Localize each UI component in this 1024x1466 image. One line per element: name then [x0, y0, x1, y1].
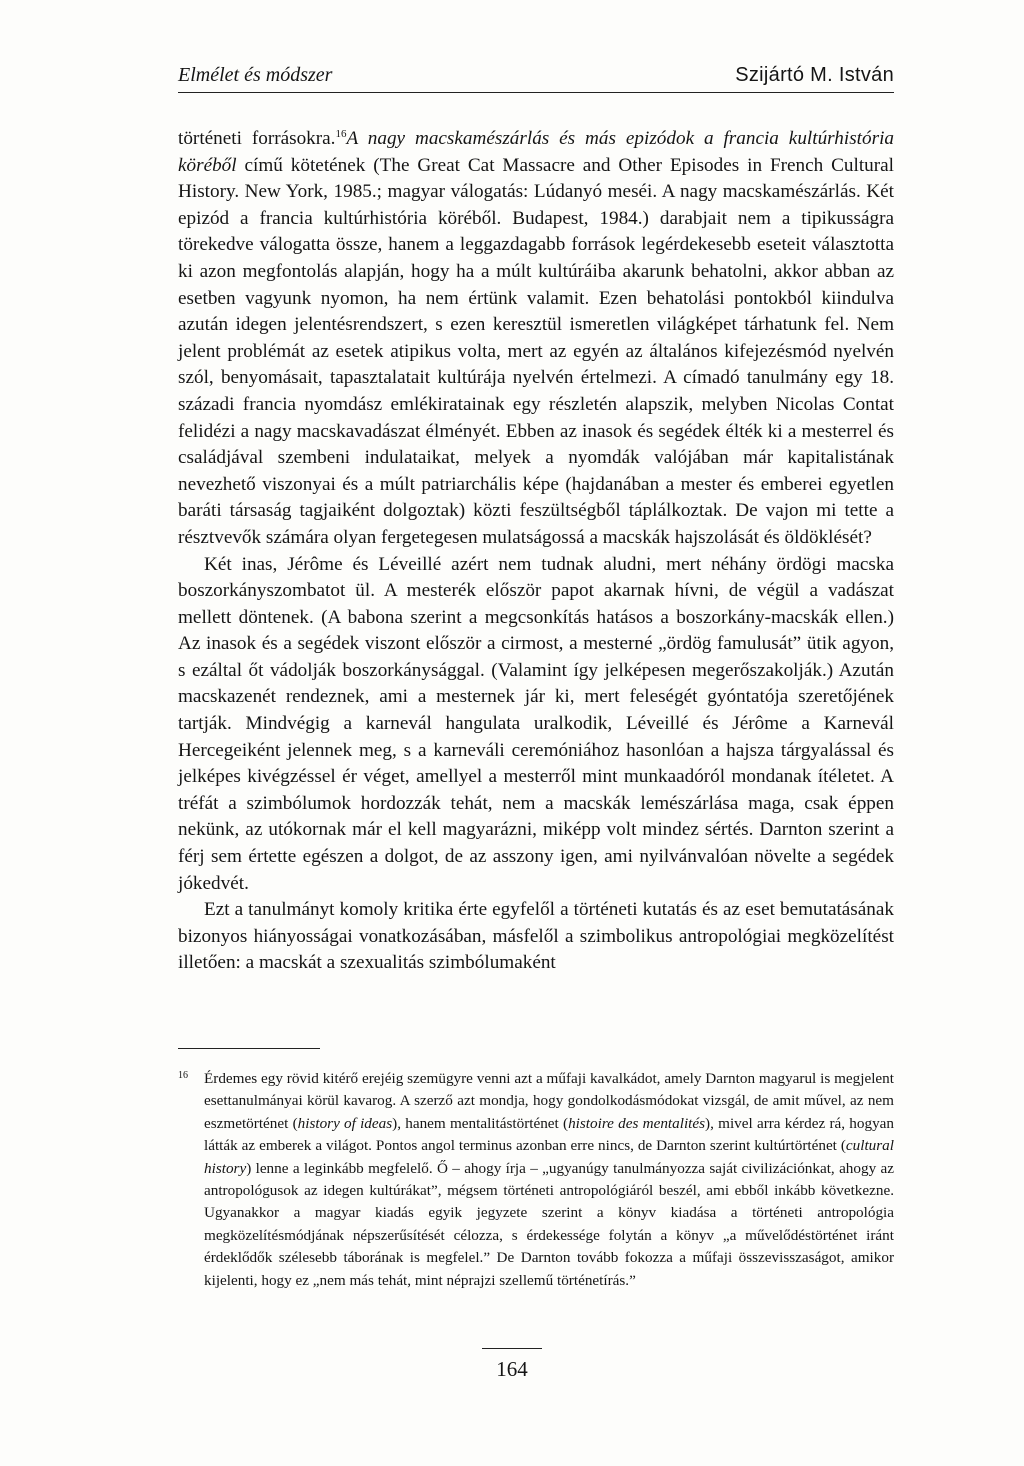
- footnote-text-part: ) lenne a leginkább megfelelő. Ő – ahogy írja – „ugyanúgy tanulmányozza saját civilizációnkat, ahogy az antropológusok az idegen kultúrákat”, mégsem történeti antropológiáról beszél, ami ebből inkább következne. Ugyanakkor a magyar kiadás egyik jegyzete szerint a könyv kiadása a történeti antropológia megközelítésmódjának népszerűsítését célozza, s érdekessége folytán a könyv „a művelődéstörténet iránt érdeklődők szélesebb táborának is megfelel.” De Darnton tovább fokozza a műfaji összevisszaságot, amikor kijelenti, hogy ez „nem más tehát, mint néprajzi szellemű történetírás.”: [204, 1159, 894, 1289]
- paragraph-1-start: történeti forrásokra.: [178, 128, 336, 149]
- paragraph-1: [178, 126, 894, 552]
- footnote-text-part: ), hanem mentalitástörténet (: [392, 1114, 569, 1132]
- paragraph-1-rest: című kötetének (The Great Cat Massacre and Other Episodes in French Cultural History. New York, 1985.; magyar válogatás: Lúdanyó meséi. A nagy macskamészárlás. Két epizód a francia kultúrhistória köréből. Budapest, 1984.) darabjait nem a tipikusságra törekedve válogatta össze, hanem a leggazdagabb források legérdekesebb eseteit választotta ki azon megfontolás alapján, hogy ha a múlt kultúráiba akarunk behatolni, akkor abban az esetben vagyunk nyomon, ha nem értünk valamit. Ezen behatolási pontokból kiindulva azután idegen jelentésrendszert, s ezen keresztül ismeretlen világképet tárhatunk fel. Nem jelent problémát az esetek atipikus volta, mert az egyén az általános kifejezésmód nyelvén szól, benyomásait, tapasztalatait kultúrája nyelvén értelmezi. A címadó tanulmány egy 18. századi francia nyomdász emlékiratainak egy részletén alapszik, melyben Nicolas Contat felidézi a nagy macskavadászat élményét. Ebben az inasok és segédek élték ki a mesterrel és családjával szembeni indulataikat, melyek a nyomdák valójában már kapitalistának nevezhető viszonyai és a múlt patriarchális képe (hajdanában a mester és emberei egyetlen baráti társaság tagjaiként dolgoztak) közti feszültségből táplálkoztak. De vajon mi tette a résztvevők számára olyan fergetegesen mulatságossá a macskák hajszolását és öldöklését?: [178, 154, 894, 548]
- footnote-text-part: Érdemes egy rövid kitérő erejéig szemügyre venni azt a műfaji kavalkádot, amely Darnton magyarul is megjelent esettanulmányai körül kavarog. A szerző azt mondja, hogy gondolkodásmódokat vizsgál, de amit művel, az nem eszmetörténet (: [204, 1070, 894, 1132]
- paragraph-2: Két inas, Jérôme és Léveillé azért nem tudnak aludni, mert néhány ördögi macska boszorkányszombatot ül. A mesterék először papot akarnak hívni, de végül a vadászat mellett döntenek. (A babona szerint a megcsonkítás hatásos a boszorkány-macskák ellen.) Az inasok és a segédek viszont először a cirmost, a mesterné „ördög famulusát” ütik agyon, s ezáltal őt vádolják boszorkánysággal. (Valamint így jelképesen megerőszakolják.) Azután macskazenét rendeznek, ami a mesternek jár ki, mert feleségét gyóntatója szeretőjének tartják. Mindvégig a karnevál hangulata uralkodik, Léveillé és Jérôme a Karnevál Hercegeiként jelennek meg, s a karneváli ceremóniához hasonlóan a hajsza tárgyalással és jelképes kivégzéssel ér véget, amellyel a mesterről mint munkaadóról mondanak ítéletet. A tréfát a szimbólumok hordozzák tehát, nem a macskák lemészárlása maga, csak éppen nekünk, az utókornak már el kell magyarázni, miképp volt mindez sértés. Darnton szerint a férj sem értette egészen a dolgot, de az asszony igen, ami nyilvánvalóan növelte a segédek jókedvét.: [178, 553, 894, 894]
- footnote-text: [204, 1068, 894, 1292]
- footnote-divider: [178, 1048, 320, 1049]
- running-header: [178, 62, 894, 93]
- book-title: A nagy macskamészárlás és más epizódok a francia kultúrhistória köréből: [178, 128, 895, 176]
- header-author: Szijártó M. István: [735, 64, 894, 86]
- paragraph-3: Ezt a tanulmányt komoly kritika érte egyfelől a történeti kutatás és az eset bemutatásának bizonyos hiányosságai vonatkozásában, másfelől a szimbolikus antropológiai megközelítést illetően: a macskát a szexualitás szimbólumaként: [178, 899, 894, 974]
- footnote-term: histoire des mentalités: [568, 1114, 706, 1132]
- footnote: [178, 1068, 894, 1292]
- footnote-term: cultural history: [204, 1137, 894, 1177]
- header-section-title: Elmélet és módszer: [178, 64, 333, 86]
- footnote-number: 16: [178, 1070, 188, 1081]
- main-text: [178, 126, 894, 977]
- footnote-term: history of ideas: [297, 1114, 393, 1132]
- footnote-reference: 16: [335, 128, 347, 140]
- footnote-text-part: ), mivel arra kérdez rá, hogyan látták az emberek a világot. Pontos angol terminus azonban erre nincs, de Darnton szerint kultúrtörténet (: [204, 1114, 895, 1155]
- page-number-value: 164: [482, 1348, 542, 1382]
- page-number: [0, 1348, 1024, 1382]
